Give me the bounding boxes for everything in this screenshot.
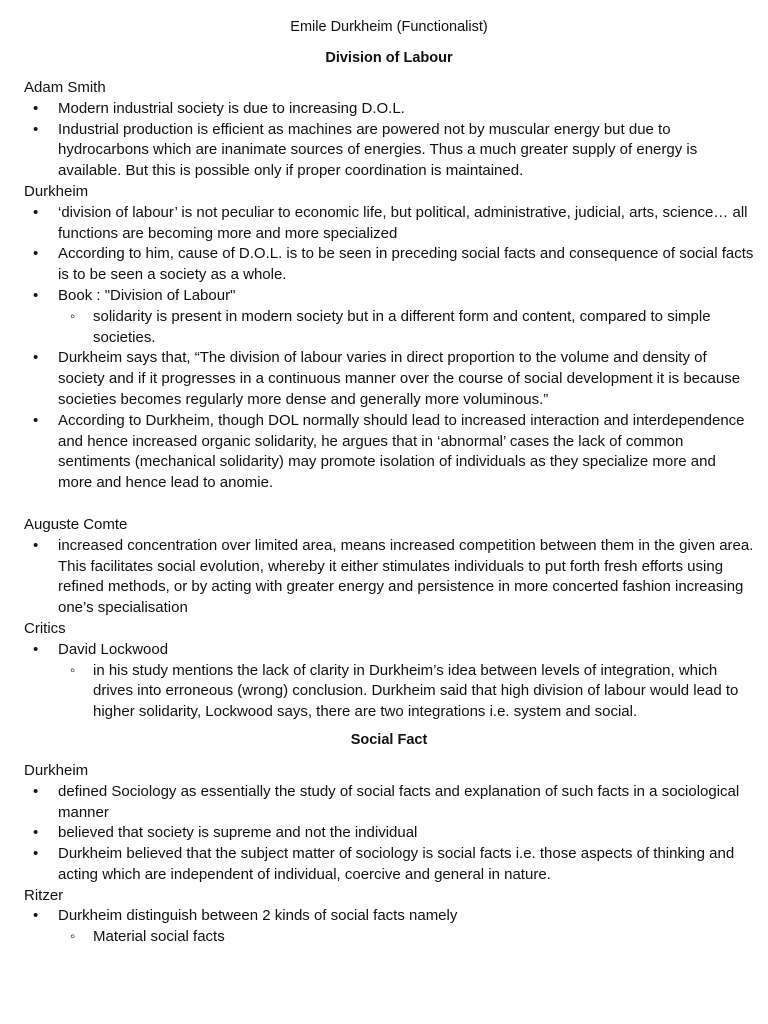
list-item: • According to Durkheim, though DOL normally should lead to increased interaction and interdependence and hence increased organic solidarity, he argues that in ‘abnormal’ cases the lack of common sentiments (mechanical solidarity) may promote isolation of individuals as they specialize more and more and hence lead to anomie. (24, 411, 754, 494)
sub-list-item: ◦ solidarity is present in modern society but in a different form and content, compared to simple societies. (24, 307, 754, 349)
section-label-durkheim-2: Durkheim (24, 761, 89, 779)
list-item: • According to him, cause of D.O.L. is to be seen in preceding social facts and consequence of social facts is to be seen a society as a whole. (24, 244, 754, 286)
section-label-durkheim: Durkheim (24, 182, 89, 200)
section-label-critics: Critics (24, 619, 66, 637)
ritzer-list (24, 906, 754, 948)
list-item: • ‘division of labour’ is not peculiar to economic life, but political, administrative, judicial, arts, science… all functions are becoming more and more specialized (24, 203, 754, 245)
list-item: • Durkheim believed that the subject matter of sociology is social facts i.e. those aspects of thinking and acting which are independent of individual, coercive and general in nature. (24, 844, 754, 886)
section-label-adam-smith: Adam Smith (24, 79, 106, 96)
list-item: • Durkheim says that, “The division of labour varies in direct proportion to the volume and density of society and if it progresses in a continuous manner over the course of social development it is because societies becomes regularly more dense and generally more voluminous.” (24, 348, 754, 410)
list-item: • Modern industrial society is due to increasing D.O.L. (24, 99, 754, 120)
list-item: • increased concentration over limited area, means increased competition between them in the given area. This facilitates social evolution, whereby it either stimulates individuals to put forth fresh efforts using refined methods, or by acting with greater energy and persistence in more concerted fashion increasing one’s specialisation (24, 536, 754, 619)
list-item: • Durkheim distinguish between 2 kinds of social facts namely (24, 906, 754, 927)
list-item: • David Lockwood (24, 640, 754, 661)
heading-social-fact: Social Fact (350, 731, 428, 748)
section-label-ritzer: Ritzer (24, 886, 64, 904)
durkheim-list (24, 203, 754, 494)
document-title: Emile Durkheim (Functionalist) (290, 19, 488, 35)
sub-list-item: ◦ in his study mentions the lack of clarity in Durkheim’s idea between levels of integration, which drives into erroneous (wrong) conclusion. Durkheim said that high division of labour would lead to higher solidarity, Lockwood says, there are two integrations i.e. system and social. (24, 661, 754, 723)
critics-list (24, 640, 754, 723)
blank-line (24, 494, 754, 515)
section-label-auguste-comte: Auguste Comte (24, 515, 128, 533)
list-item: • Industrial production is efficient as machines are powered not by muscular energy but due to hydrocarbons which are inanimate sources of energies. Thus a much greater supply of energy is available. But this is possible only if proper coordination is maintained. (24, 120, 754, 182)
sub-list-item: ◦ Material social facts (24, 927, 754, 948)
list-item: • defined Sociology as essentially the study of social facts and explanation of such facts in a sociological manner (24, 782, 754, 824)
adam-smith-list (24, 99, 754, 182)
heading-division-of-labour: Division of Labour (325, 50, 453, 66)
document-page (24, 16, 754, 948)
durkheim-social-fact-list (24, 782, 754, 886)
list-item: • Book : "Division of Labour" (24, 286, 754, 307)
list-item: • believed that society is supreme and not the individual (24, 823, 754, 844)
comte-list (24, 536, 754, 619)
